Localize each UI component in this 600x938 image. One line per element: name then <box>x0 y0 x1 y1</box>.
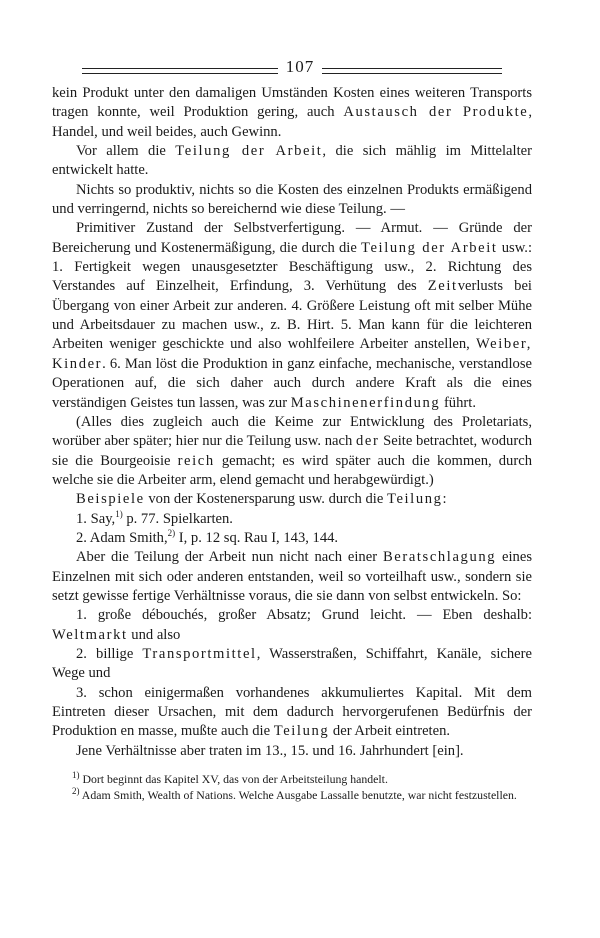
paragraph <box>52 606 532 645</box>
text-segment: : <box>442 491 447 508</box>
text-segment: , Handel, und weil beides, auch Gewinn. <box>52 104 533 140</box>
footnote-mark: 1) <box>72 770 80 781</box>
text-segment: (Alles dies zugleich auch die Keime zur Entwicklung des Proletariats, worüber aber später; hier nur die Teilung usw. nach <box>52 413 532 450</box>
text-segment: gemacht; es wird später auch die kommen, durch welche sie die Arbeiter arm, elend gemacht und herabgewürdigt.) <box>52 452 532 488</box>
emphasized-text: reich <box>177 452 215 469</box>
paragraph <box>52 142 532 181</box>
text-segment: 2. Adam Smith, <box>76 529 168 546</box>
text-segment: und also <box>127 626 181 643</box>
text-segment: Seite betrachtet, wodurch sie die Bourgeoisie <box>52 433 532 469</box>
text-segment: 1. Say, <box>76 510 116 527</box>
text-segment: Nichts so produktiv, nichts so die Kosten des einzelnen Produkts ermäßigend und verringernd, nichts so bereichernd wie diese Teilung. — <box>52 181 532 218</box>
text-segment: Vor allem die <box>76 143 176 160</box>
text-segment: Jene Verhältnisse aber traten im 13., 15. und 16. Jahrhundert [ein]. <box>76 742 464 759</box>
footnote-mark: 2) <box>72 786 80 797</box>
paragraph <box>52 742 532 761</box>
emphasized-text: Teilung <box>273 723 330 740</box>
paragraph <box>52 181 532 220</box>
book-page <box>52 52 532 803</box>
text-segment: Aber die Teilung der Arbeit nun nicht nach einer <box>76 549 383 566</box>
footnote-reference: 1) <box>115 508 123 519</box>
text-segment: 2. billige <box>76 645 143 662</box>
emphasized-text: Maschinenerfindung <box>290 394 441 411</box>
text-segment: führt. <box>440 394 476 411</box>
emphasized-text: Beispiele <box>76 491 145 508</box>
paragraph <box>52 510 532 529</box>
emphasized-text: Teilung <box>386 491 443 508</box>
emphasized-text: Transportmittel <box>142 645 257 662</box>
paragraph <box>52 645 532 684</box>
paragraph <box>52 684 532 742</box>
footnote <box>52 771 532 787</box>
text-segment: kein Produkt unter den damaligen Umständen Kosten eines weiteren Transports tragen konnte, weil Produktion gering, auch <box>52 85 532 121</box>
text-segment: der Arbeit eintreten. <box>329 723 451 740</box>
text-segment: 3. schon einigermaßen vorhandenes akkumuliertes Kapital. Mit dem Eintreten dieser Ursachen, mit dem dadurch hervorgerufenen Bedürfnis der Produktion en masse, mußte auch die <box>52 684 532 740</box>
footnotes <box>52 771 532 803</box>
text-segment: , Wasserstraßen, Schiffahrt, Kanäle, sichere Wege und <box>52 645 532 682</box>
paragraph <box>52 84 532 142</box>
paragraph <box>52 490 532 509</box>
emphasized-text: Beratschlagung <box>382 549 497 566</box>
text-segment: p. 77. Spielkarten. <box>122 510 233 527</box>
emphasized-text: Zeit <box>427 278 458 295</box>
page-header <box>52 52 532 82</box>
text-segment: 1. große débouchés, großer Absatz; Grund leicht. — Eben deshalb: <box>76 607 532 624</box>
text-segment: . 6. Man löst die Produktion in ganz einfache, mechanische, verstandlose Operationen auf, die sich daher auch durch andere Kraft als die eines verständigen Geistes tun lassen, was zur <box>52 355 532 411</box>
text-segment: usw.: 1. Fertigkeit wegen unausgesetzter Beschäftigung usw., 2. Richtung des Verstandes auf Einzelheit, Erfindung, 3. Verhütung des <box>52 239 532 295</box>
emphasized-text: der <box>355 433 380 450</box>
page-number: 107 <box>285 57 315 76</box>
text-segment: eines Einzelnen mit sich oder anderen entstanden, weil so vorteilhaft usw., sondern sie setzt gewisse fertige Verhältnisse voraus, die sie dann von selbst entwickeln. So: <box>52 549 533 604</box>
emphasized-text: Weltmarkt <box>52 626 128 643</box>
paragraph <box>52 219 532 412</box>
paragraph <box>52 413 532 490</box>
footnote-text: Dort beginnt das Kapitel XV, das von der Arbeitsteilung handelt. <box>79 772 388 787</box>
emphasized-text: Austausch der Produkte <box>343 104 529 121</box>
text-segment: I, p. 12 sq. Rau I, 143, 144. <box>175 529 339 546</box>
text-segment: , die sich mählig im Mittelalter entwickelt hatte. <box>52 143 532 179</box>
footnote-reference: 2) <box>167 528 176 539</box>
text-segment: von der Kostenersparung usw. durch die <box>144 491 387 508</box>
footnote-text: Adam Smith, Wealth of Nations. Welche Ausgabe Lassalle benutzte, war nicht festzustellen. <box>79 788 517 803</box>
paragraph <box>52 529 532 548</box>
footnote <box>52 787 532 803</box>
header-rule-right <box>322 68 502 74</box>
emphasized-text: Weiber, Kinder <box>52 336 532 372</box>
emphasized-text: Teilung der Arbeit <box>175 143 323 160</box>
text-segment: verlusts bei Übergang von einer Arbeit zur anderen. 4. Größere Leistung oft mit selber Mühe und Arbeitsdauer zu machen usw., z. B. Hirt. 5. Man kann für die leichteren Arbeiten weniger geschickte und also wohlfeilere Arbeiter anstellen, <box>52 278 532 353</box>
body-text <box>52 84 532 761</box>
text-segment: Primitiver Zustand der Selbstverfertigung. — Armut. — Gründe der Bereicherung und Kostenermäßigung, die durch die <box>52 220 532 256</box>
header-rule-left <box>82 68 278 74</box>
paragraph <box>52 548 532 606</box>
emphasized-text: Teilung der Arbeit <box>360 239 498 256</box>
